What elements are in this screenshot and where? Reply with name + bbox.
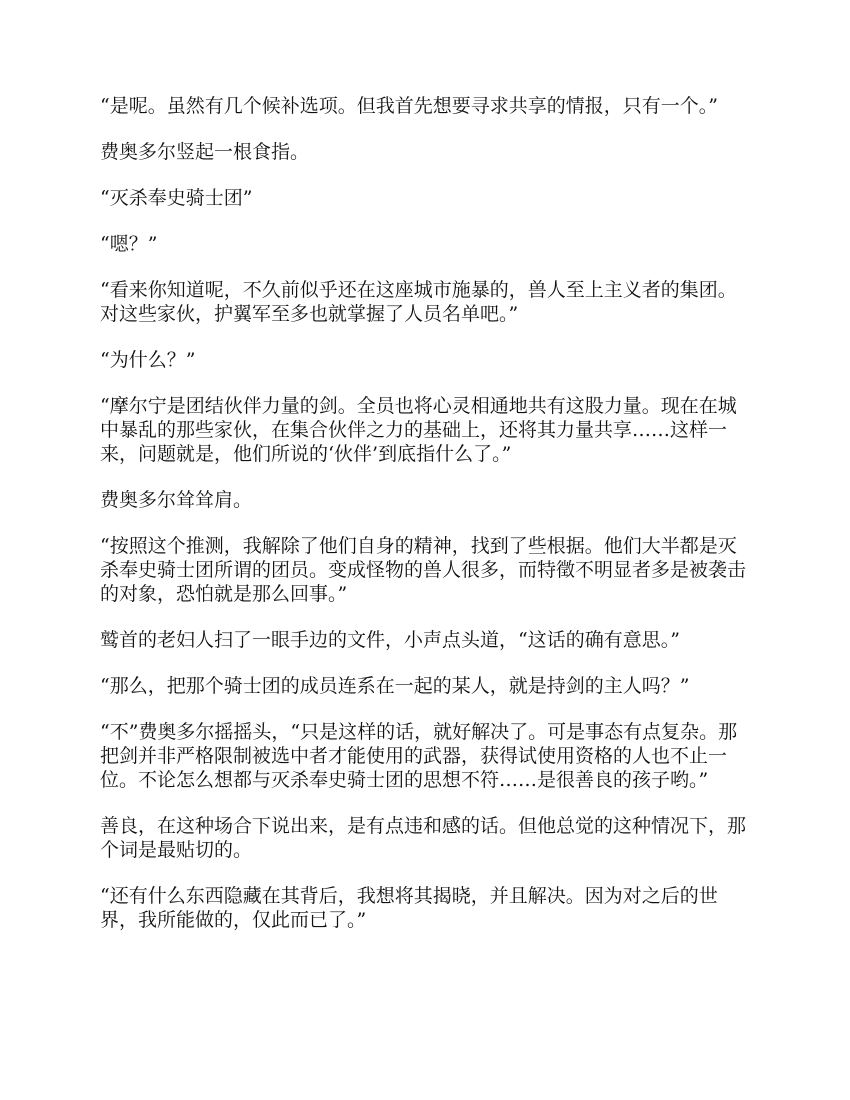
paragraph: “不”费奥多尔摇摇头，“只是这样的话，就好解决了。可是事态有点复杂。那把剑并非严格限制被选中者才能使用的武器，获得试使用资格的人也不止一位。不论怎么想都与灭杀奉史骑士团的思想不符……是很善良的孩子哟。” xyxy=(100,721,738,791)
paragraph: 善良，在这种场合下说出来，是有点违和感的话。但他总觉的这种情况下，那个词是最贴切的。 xyxy=(100,815,747,861)
paragraph: “为什么？” xyxy=(100,349,196,371)
paragraph: “嗯？” xyxy=(100,233,158,255)
paragraph: “摩尔宁是团结伙伴力量的剑。全员也将心灵相通地共有这股力量。现在在城中暴乱的那些家伙，在集合伙伴之力的基础上，还将其力量共享……这样一来，问题就是，他们所说的‘伙伴’到底指什么了。” xyxy=(100,395,737,465)
paragraph: 费奥多尔竖起一根食指。 xyxy=(100,141,310,163)
paragraph: “灭杀奉史骑士团” xyxy=(100,187,253,209)
paragraph: “看来你知道呢，不久前似乎还在这座城市施暴的，兽人至上主义者的集团。对这些家伙，护翼军至多也就掌握了人员名单吧。” xyxy=(100,279,737,325)
paragraph: “是呢。虽然有几个候补选项。但我首先想要寻求共享的情报，只有一个。” xyxy=(100,95,718,117)
paragraph: 鹫首的老妇人扫了一眼手边的文件，小声点头道，“这话的确有意思。” xyxy=(100,629,680,651)
paragraph: “按照这个推测，我解除了他们自身的精神，找到了些根据。他们大半都是灭杀奉史骑士团所谓的团员。变成怪物的兽人很多，而特徵不明显者多是被袭击的对象，恐怕就是那么回事。” xyxy=(100,535,747,605)
document-body xyxy=(100,94,752,954)
paragraph: “还有什么东西隐藏在其背后，我想将其揭晓，并且解决。因为对之后的世界，我所能做的，仅此而已了。” xyxy=(100,885,718,931)
paragraph: 费奥多尔耸耸肩。 xyxy=(100,489,253,511)
paragraph: “那么，把那个骑士团的成员连系在一起的某人，就是持剑的主人吗？” xyxy=(100,675,690,697)
